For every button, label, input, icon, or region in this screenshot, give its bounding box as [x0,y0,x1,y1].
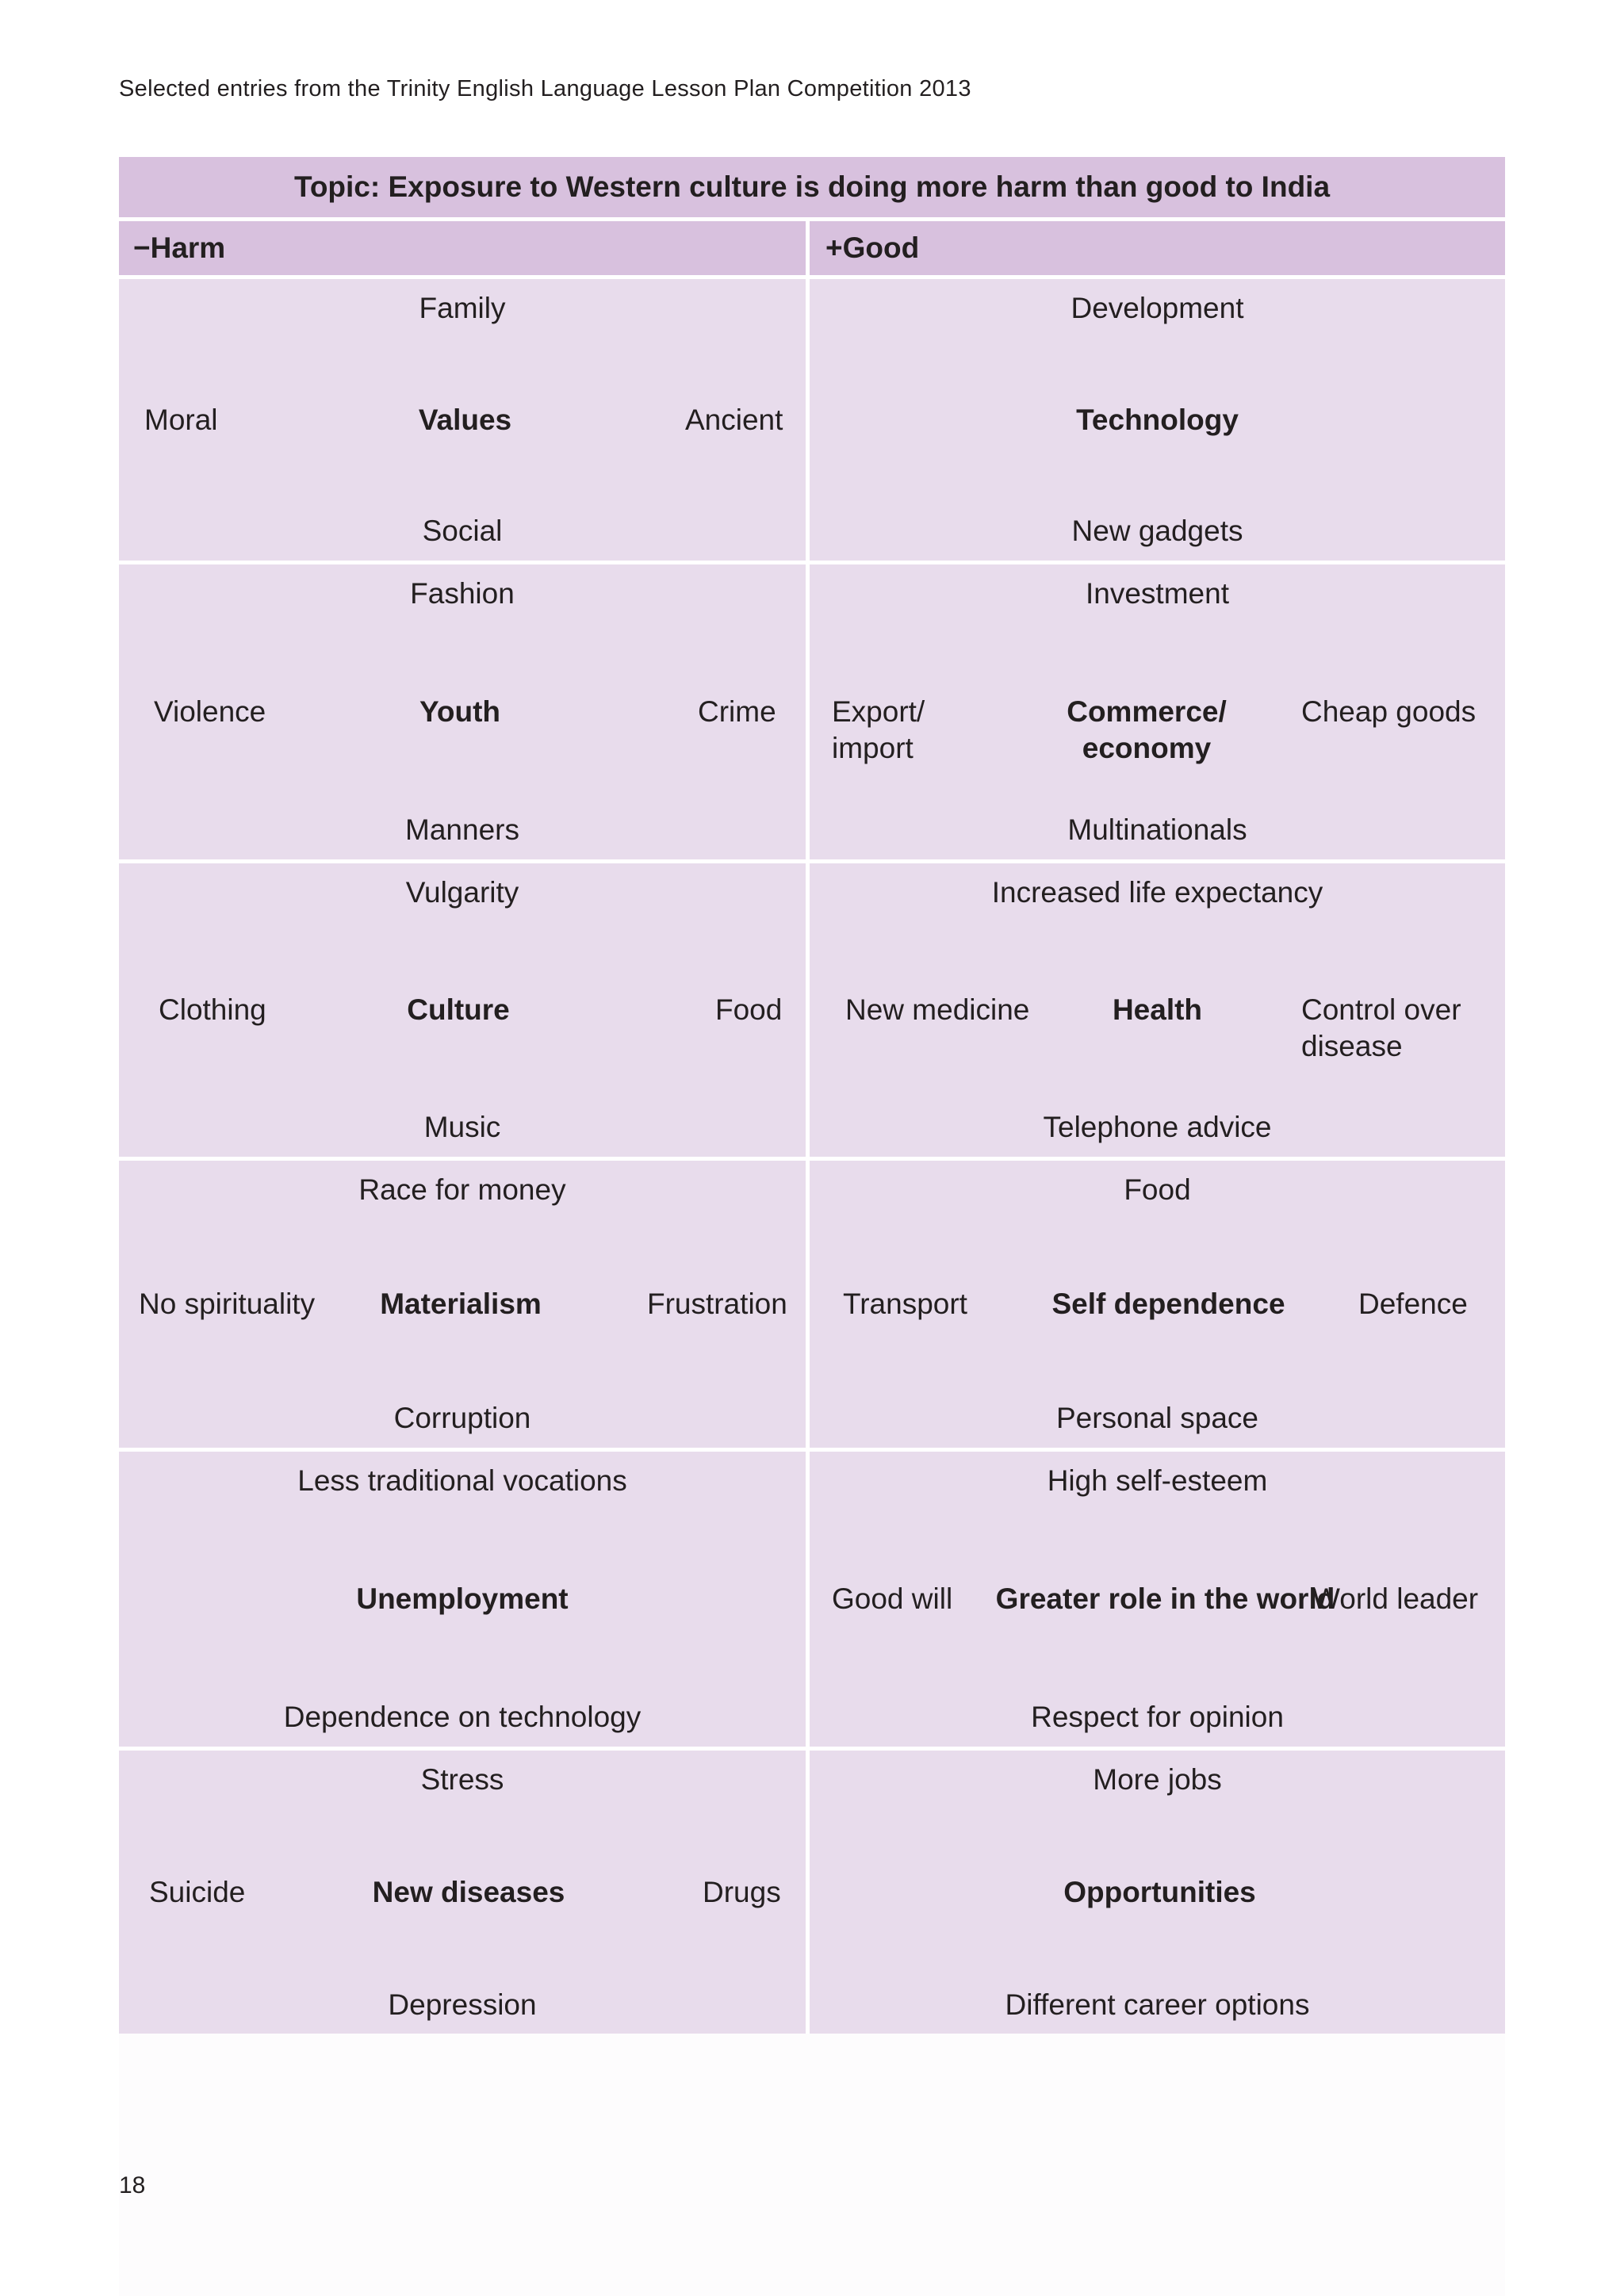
good-bottom-term: New gadgets [1071,515,1243,547]
table-row [119,1452,1505,1751]
harm-top-term: Family [419,292,506,324]
good-left-term: Transport [843,1288,967,1320]
harm-right-term: Food [715,993,783,1026]
harm-cell [119,1751,810,2034]
good-central-theme: Technology [1076,403,1239,436]
harm-top-term: Less traditional vocations [297,1464,627,1497]
good-top-term: Increased life expectancy [991,876,1323,909]
good-cell [810,279,1505,561]
harm-central-theme: Materialism [380,1288,542,1320]
good-left-term: Export/ import [832,695,925,764]
good-cell [810,1161,1505,1448]
harm-bottom-term: Corruption [393,1402,531,1434]
table-row [119,863,1505,1161]
good-right-term: Defence [1358,1288,1468,1320]
good-central-theme: Opportunities [1063,1876,1256,1908]
good-cell [810,1452,1505,1747]
good-bottom-term: Different career options [1005,1988,1310,2021]
good-column-header: +Good [810,221,1505,275]
harm-top-term: Race for money [358,1173,566,1206]
harm-left-term: Violence [154,695,266,728]
table-row [119,1161,1505,1452]
good-top-term: Food [1124,1173,1191,1206]
good-cell [810,1751,1505,2034]
harm-right-term: Ancient [685,403,783,436]
good-bottom-term: Respect for opinion [1031,1701,1284,1733]
harm-top-term: Fashion [410,577,515,610]
page-footer-area [119,2034,1505,2296]
good-top-term: More jobs [1093,1763,1222,1796]
page-number: 18 [119,2172,146,2198]
harm-cell [119,1161,810,1448]
table-row [119,1751,1505,2034]
harm-bottom-term: Manners [405,813,519,846]
table-row [119,564,1505,863]
harm-left-term: Moral [144,403,218,436]
harm-bottom-term: Music [423,1111,501,1143]
harm-top-term: Stress [420,1763,504,1796]
harm-bottom-term: Social [422,515,503,547]
harm-left-term: Clothing [159,993,266,1026]
harm-cell [119,564,810,859]
table-topic: Topic: Exposure to Western culture is doing more harm than good to India [119,157,1505,221]
harm-column-header: −Harm [119,221,810,275]
good-top-term: Investment [1086,577,1229,610]
good-left-term: Good will [832,1582,953,1615]
good-central-theme: Greater role in the world [995,1582,1335,1615]
harm-right-term: Drugs [703,1876,781,1908]
harm-central-theme: Youth [419,695,501,728]
good-central-theme: Commerce/ economy [1067,695,1227,764]
good-top-term: High self-esteem [1047,1464,1268,1497]
harm-top-term: Vulgarity [405,876,519,909]
harm-central-theme: Culture [407,993,510,1026]
good-bottom-term: Multinationals [1067,813,1247,846]
good-central-theme: Self dependence [1051,1288,1285,1320]
harm-right-term: Crime [698,695,776,728]
harm-good-table [119,157,1505,2034]
good-right-term: World leader [1312,1582,1479,1615]
good-cell [810,863,1505,1157]
harm-cell [119,863,810,1157]
running-header: Selected entries from the Trinity English Language Lesson Plan Competition 2013 [119,76,971,101]
harm-right-term: Frustration [647,1288,787,1320]
harm-central-theme: Values [418,403,512,436]
harm-cell [119,1452,810,1747]
table-row [119,279,1505,564]
harm-left-term: Suicide [149,1876,246,1908]
harm-cell [119,279,810,561]
harm-central-theme: New diseases [372,1876,565,1908]
good-bottom-term: Personal space [1055,1402,1259,1434]
good-right-term: Cheap goods [1301,695,1477,728]
good-top-term: Development [1071,292,1244,324]
harm-left-term: No spirituality [139,1288,316,1320]
good-right-term: Control over disease [1301,993,1461,1062]
good-cell [810,564,1505,859]
good-bottom-term: Telephone advice [1043,1111,1272,1143]
harm-bottom-term: Dependence on technology [283,1701,642,1733]
harm-central-theme: Unemployment [356,1582,569,1615]
harm-bottom-term: Depression [388,1988,537,2021]
good-left-term: New medicine [845,993,1030,1026]
column-headers [119,221,1505,279]
good-central-theme: Health [1112,993,1203,1026]
